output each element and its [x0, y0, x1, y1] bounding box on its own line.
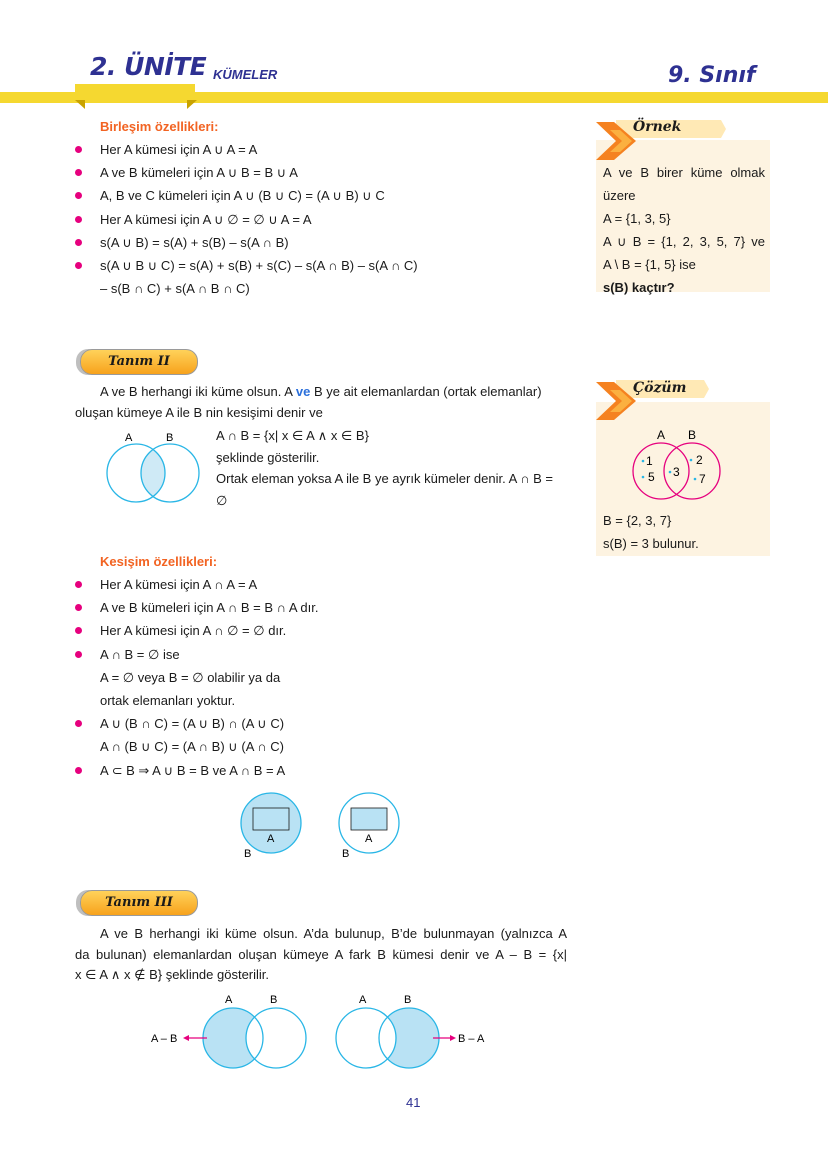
definition-2-formula-block: [216, 425, 566, 511]
intersection-props-list: [75, 573, 319, 782]
def2-formula: A ∩ B = {x| x ∈ A ∧ x ∈ B}: [216, 428, 369, 443]
venn-subset-a-filled: [351, 808, 387, 830]
difference-label: B – A: [458, 1033, 485, 1045]
example-line: A = {1, 3, 5}: [603, 211, 671, 226]
venn-label-b: B: [166, 432, 174, 444]
example-line: A ∪ B = {1, 2, 3, 5, 7} ve: [603, 234, 765, 249]
venn-label-a: A: [225, 994, 233, 1006]
unit-title: 2. ÜNİTE: [90, 52, 207, 81]
list-item: A ∩ (B ∪ C) = (A ∩ B) ∪ (A ∩ C): [100, 739, 284, 755]
page-number: 41: [406, 1095, 421, 1110]
definition-2-badge: [80, 349, 198, 375]
solution-line: s(B) = 3 bulunur.: [603, 536, 699, 551]
def3-line: x ∈ A ∧ x ∉ B} şeklinde gösterilir.: [75, 967, 270, 983]
list-item: A ve B kümeleri için A ∪ B = B ∪ A: [75, 161, 418, 184]
venn-label-a: A: [125, 432, 133, 444]
venn-circle-a: [633, 443, 689, 499]
difference-venn-diagrams: [145, 990, 515, 1076]
list-item: A = ∅ veya B = ∅ olabilir ya da: [100, 669, 281, 685]
arrow-head: [183, 1035, 189, 1041]
venn-element: 5: [648, 470, 655, 484]
venn-label-b: B: [404, 994, 412, 1006]
def2-disjoint: Ortak eleman yoksa A ile B ye ayrık kümeler denir. A ∩ B =: [216, 471, 554, 487]
def2-line: oluşan kümeye A ile B nin kesişimi denir ve: [75, 404, 323, 420]
def3-line: da bulunan) elemanlardan oluşan kümeye A fark B kümesi denir ve A – B = {x|: [75, 946, 567, 962]
definition-3-text: [75, 924, 567, 986]
subject-title: KÜMELER: [213, 67, 278, 82]
venn-element: 1: [646, 454, 653, 468]
list-item: s(A ∪ B) = s(A) + s(B) – s(A ∩ B): [75, 231, 418, 254]
def2-bold-word: ve: [295, 384, 311, 399]
definition-3-title: Tanım III: [105, 895, 173, 910]
venn-label-a: A: [657, 428, 666, 442]
venn-element: 2: [696, 453, 703, 467]
example-question: s(B) kaçtır?: [603, 280, 675, 295]
list-item: ortak elemanları yoktur.: [100, 693, 236, 709]
definition-3-badge: [80, 890, 198, 916]
venn-subset-a: [253, 808, 289, 830]
list-item: Her A kümesi için A ∩ ∅ = ∅ dır.: [75, 619, 319, 642]
definition-2-title: Tanım II: [108, 354, 170, 369]
venn-label-a: A: [359, 994, 367, 1006]
list-item: Her A kümesi için A ∪ A = A: [75, 138, 418, 161]
list-item: A, B ve C kümeleri için A ∪ (B ∪ C) = (A ∪ B) ∪ C: [75, 184, 418, 207]
def2-text-start: A ve B herhangi iki küme olsun. A: [100, 384, 293, 399]
venn-label-b: B: [688, 428, 697, 442]
example-content: [603, 161, 765, 299]
intersection-props-title: Kesişim özellikleri:: [100, 554, 218, 569]
venn-element: 3: [673, 465, 680, 479]
list-item: Her A kümesi için A ∪ ∅ = ∅ ∪ A = A: [75, 208, 418, 231]
header-tab-feet: [75, 100, 197, 110]
solution-line: B = {2, 3, 7}: [603, 513, 672, 528]
intersection-venn-diagram: [98, 428, 208, 504]
subset-label-b: B: [342, 848, 350, 860]
difference-label: A – B: [151, 1033, 178, 1045]
def2-text-rest: B ye ait elemanlardan (ortak elemanlar): [313, 384, 542, 399]
example-title: Örnek: [633, 119, 682, 135]
list-item: A ∪ (B ∩ C) = (A ∪ B) ∩ (A ∪ C): [75, 712, 319, 735]
union-props-list: [75, 138, 418, 300]
list-item: A ve B kümeleri için A ∩ B = B ∩ A dır.: [75, 596, 319, 619]
subset-label-b: B: [244, 848, 252, 860]
example-line: A ve B birer küme olmak: [603, 165, 765, 180]
union-props-title: Birleşim özellikleri:: [100, 119, 219, 134]
subset-diagrams: [230, 785, 420, 865]
example-line: A \ B = {1, 5} ise: [603, 257, 696, 272]
solution-venn-diagram: [625, 425, 735, 505]
list-item: A ∩ B = ∅ ise: [75, 643, 319, 666]
def2-shown: şeklinde gösterilir.: [216, 449, 320, 465]
grade-title: 9. Sınıf: [668, 63, 756, 88]
definition-2-text: [75, 382, 567, 423]
solution-title: Çözüm: [633, 380, 687, 396]
arrow-head: [450, 1035, 456, 1041]
list-item: s(A ∪ B ∪ C) = s(A) + s(B) + s(C) – s(A ∩ B) – s(A ∩ C): [75, 254, 418, 277]
def2-empty-set: ∅: [216, 492, 228, 508]
venn-label-b: B: [270, 994, 278, 1006]
list-item: A ⊂ B ⇒ A ∪ B = B ve A ∩ B = A: [75, 759, 319, 782]
list-item-continuation: – s(B ∩ C) + s(A ∩ B ∩ C): [100, 281, 250, 297]
example-line: üzere: [603, 188, 636, 203]
venn-element: 7: [699, 472, 706, 486]
subset-label-a: A: [267, 833, 275, 845]
subset-label-a: A: [365, 833, 373, 845]
def3-line: A ve B herhangi iki küme olsun. A’da bulunup, B’de bulunmayan (yalnızca A: [100, 926, 567, 941]
list-item: Her A kümesi için A ∩ A = A: [75, 573, 319, 596]
solution-content: [603, 509, 699, 555]
